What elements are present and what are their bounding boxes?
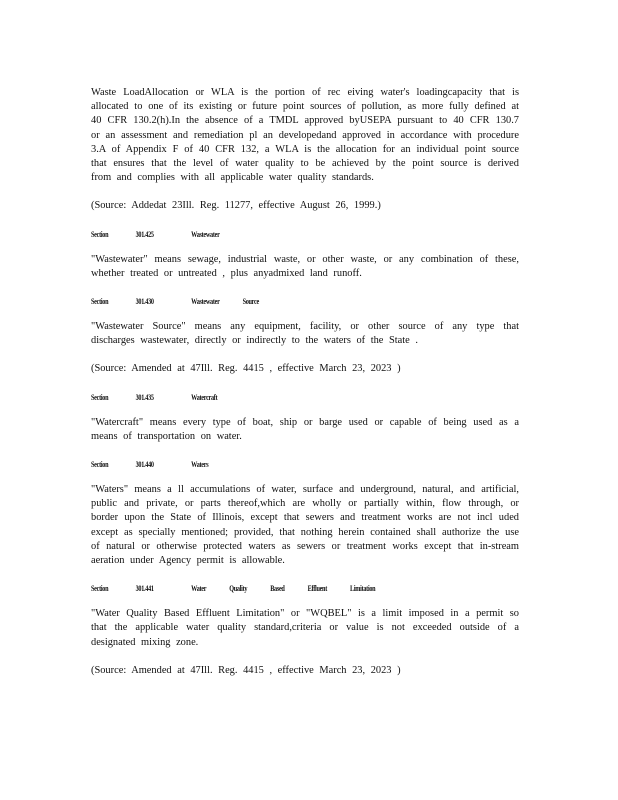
section-word: Section [91,228,109,239]
section-number: 301.425 [135,228,154,239]
document-page [91,86,519,678]
section-301-435-heading [91,391,399,403]
wastewater-source-definition-paragraph: "Wastewater Source" means any equipment, facility, or other source of any type that discharges wastewater, directly or indirectly to the waters of the State . [91,321,519,347]
watercraft-definition-paragraph: "Watercraft" means every type of boat, ship or barge used or capable of being used as a means of transportation on water. [91,416,519,442]
section-301-425-heading [91,228,399,240]
section-word: Section [91,459,109,470]
section-title-word: Limitation [350,583,376,594]
section-title-word: Quality [229,583,248,594]
section-number: 301.435 [135,391,154,402]
section-title-word: Effluent [307,583,327,594]
section-number: 301.440 [135,459,154,470]
wla-source-note: (Source: Addedat 23Ill. Reg. 11277, effective August 26, 1999.) [91,200,381,212]
section-301-440-heading [91,458,399,470]
wastewater-definition-paragraph: "Wastewater" means sewage, industrial waste, or other waste, or any combination of these, whether treated or untreated , plus anyadmixed land runoff. [91,253,519,279]
section-title-word: Based [270,583,285,594]
wla-definition-paragraph: Waste LoadAllocation or WLA is the portion of rec eiving water's loadingcapacity that is allocated to one of its existing or future point sources of pollution, as more fully defined at 40 CFR 130.2(h).In the absence of a TMDL approved byUSEPA pursuant to 40 CFR 130.7 or an assessment and remediation pl an developedand approved in accordance with procedure 3.A of Appendix F of 40 CFR 132, a WLA is the allocation for an individual point source that ensures that the level of water quality to be achieved by the point source is derived from and complies with all applicable water quality standards. [91,87,519,184]
section-title: Waters [191,459,209,470]
section-title-word: Wastewater [191,296,220,307]
section-number: 301.430 [135,296,154,307]
section-number: 301.441 [135,583,154,594]
section-title: Wastewater [191,228,220,239]
section-word: Section [91,296,109,307]
wastewater-source-source-note: (Source: Amended at 47Ill. Reg. 4415 , effective March 23, 2023 ) [91,363,401,375]
section-title: Watercraft [191,391,218,402]
section-word: Section [91,391,109,402]
section-301-430-heading [91,295,399,307]
section-word: Section [91,583,109,594]
section-title-word: Source [242,296,259,307]
wqbel-source-note: (Source: Amended at 47Ill. Reg. 4415 , effective March 23, 2023 ) [91,664,401,676]
wqbel-definition-paragraph: "Water Quality Based Effluent Limitation" or "WQBEL" is a limit imposed in a permit so that the applicable water quality standard,criteria or value is not exceeded outside of a designated mixing zone. [91,608,519,648]
section-301-441-heading [91,582,399,594]
section-title-word: Water [191,583,207,594]
waters-definition-paragraph: "Waters" means a ll accumulations of water, surface and underground, natural, and artificial, public and private, or parts thereof,which are wholly or partially within, flow through, or border upon the State of Illinois, except that sewers and treatment works are not incl uded except as specially mentioned; provided, that nothing herein contained shall authorize the use of natural or otherwise protected waters as sewers or treatment works except that in-stream aeration under Agency permit is allowable. [91,484,519,567]
